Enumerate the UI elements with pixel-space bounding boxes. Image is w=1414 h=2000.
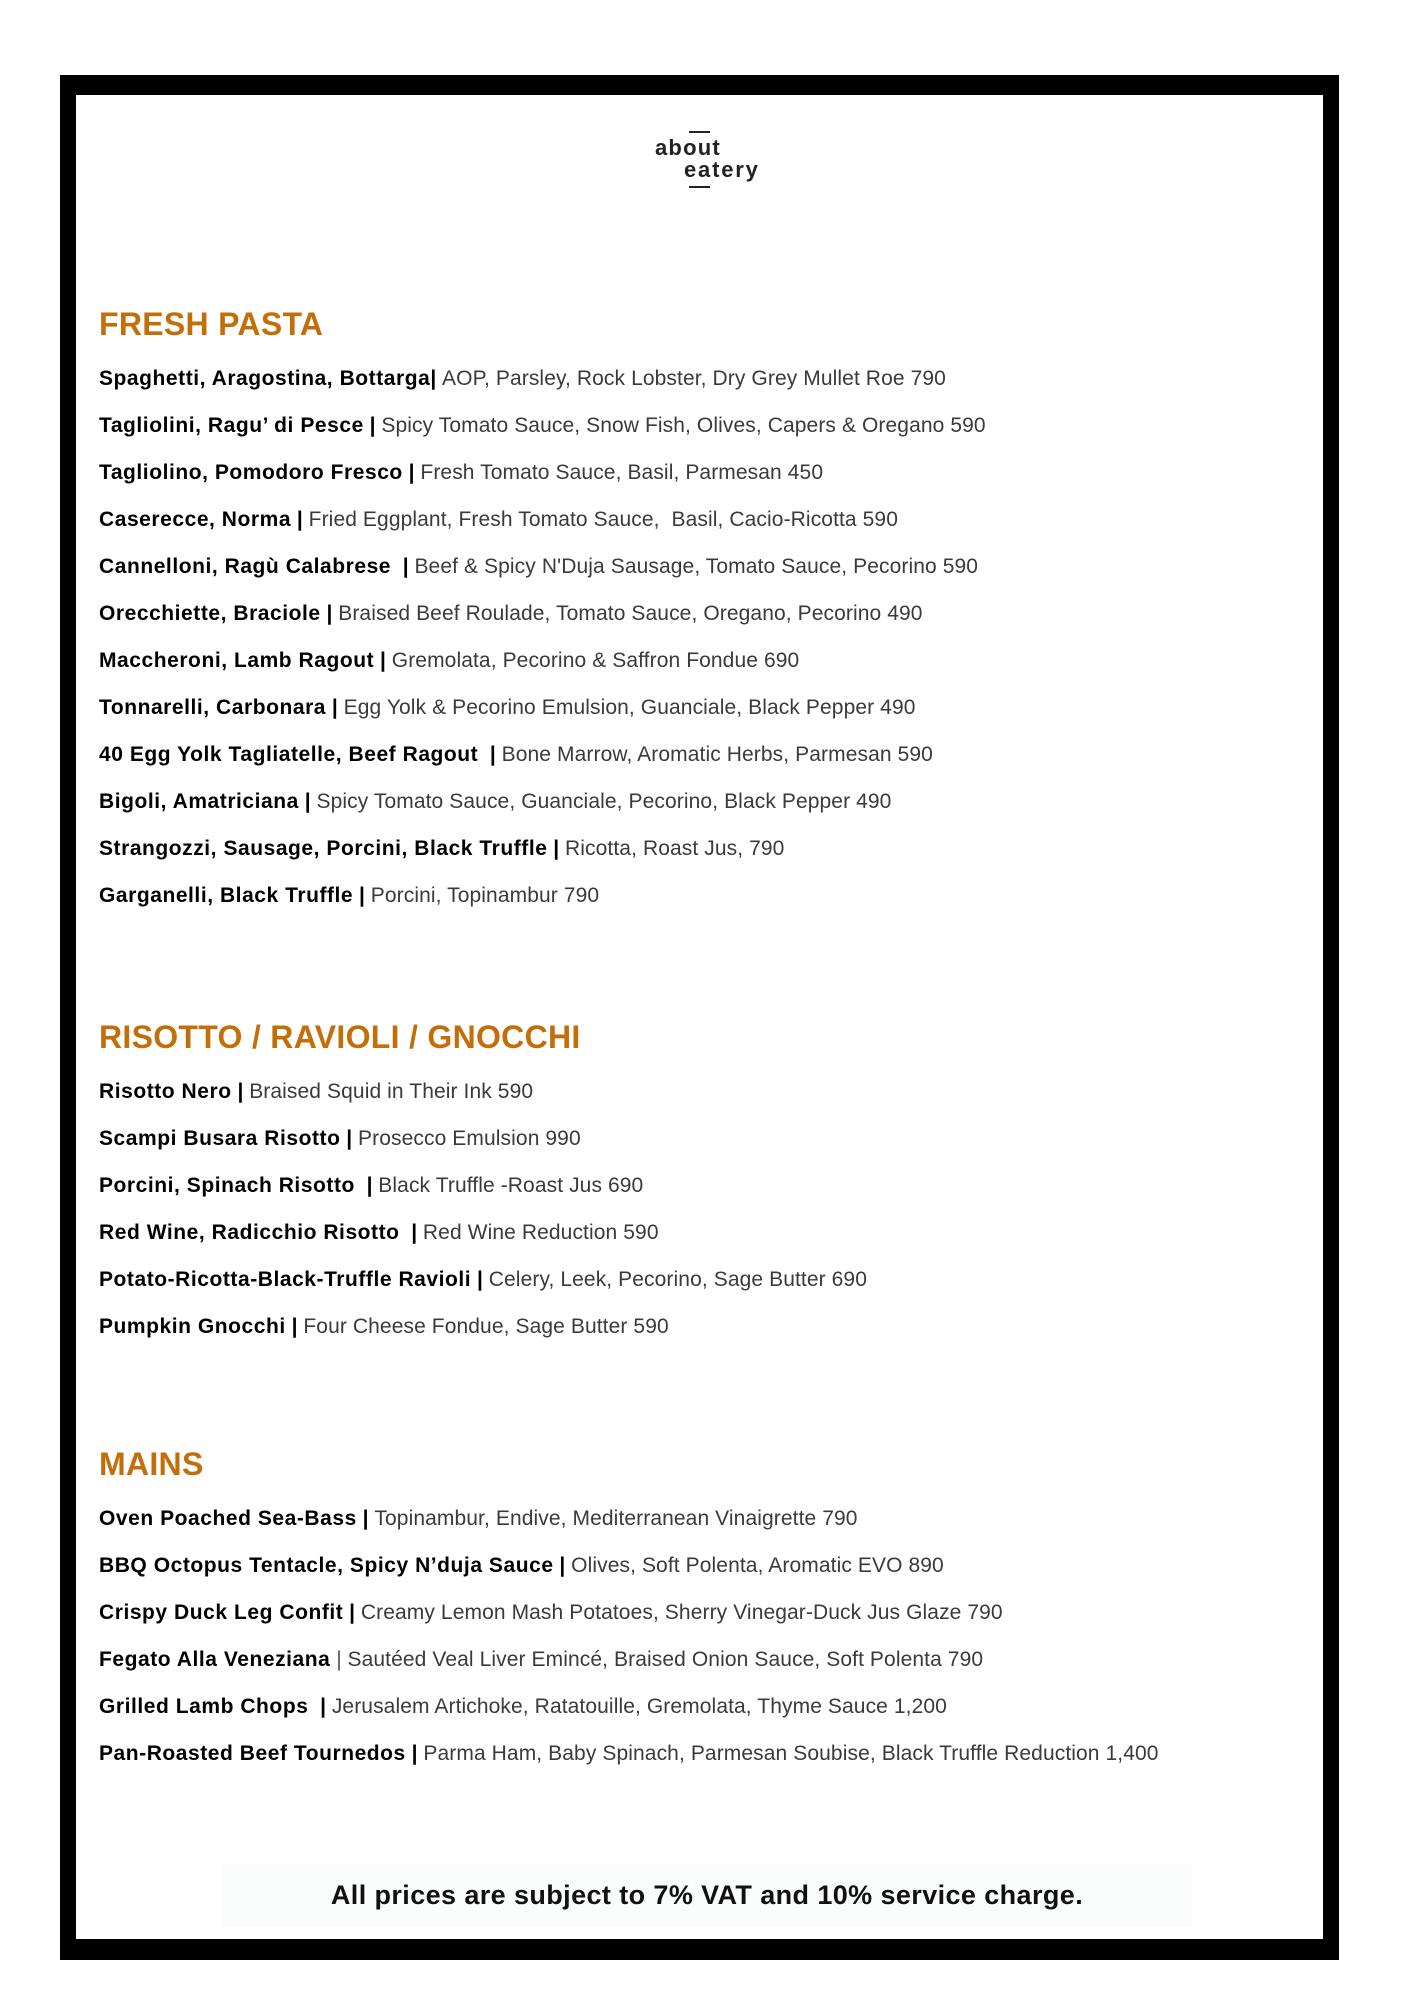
- menu-item-name: Potato-Ricotta-Black-Truffle Ravioli: [99, 1268, 472, 1291]
- section-risotto-ravioli-gnocchi: [99, 1017, 1299, 1350]
- menu-item-name: Cannelloni, Ragù Calabrese: [99, 555, 392, 578]
- price-disclaimer: All prices are subject to 7% VAT and 10% service charge.: [222, 1864, 1192, 1927]
- menu-item-description: Beef & Spicy N'Duja Sausage, Tomato Sauce, Pecorino 590: [414, 555, 979, 578]
- menu-item-name: Oven Poached Sea-Bass: [99, 1507, 357, 1530]
- menu-item-description: Porcini, Topinambur 790: [370, 884, 600, 907]
- menu-item-name: Caserecce, Norma: [99, 508, 292, 531]
- menu-item: [99, 872, 1299, 919]
- menu-item: [99, 778, 1299, 825]
- menu-item-separator: |: [430, 367, 437, 390]
- logo-text-eatery: eatery: [684, 157, 760, 182]
- section-heading: FRESH PASTA: [99, 306, 324, 342]
- section-fresh-pasta: [99, 304, 1299, 919]
- menu-item: [99, 1303, 1299, 1350]
- menu-item: [99, 543, 1299, 590]
- menu-item-description: Prosecco Emulsion 990: [358, 1127, 581, 1150]
- section-mains: [99, 1444, 1299, 1777]
- menu-item-separator: |: [559, 1554, 566, 1577]
- menu-item-name: Garganelli, Black Truffle: [99, 884, 354, 907]
- menu-item-description: Braised Squid in Their Ink 590: [249, 1080, 534, 1103]
- menu-item-name: Scampi Busara Risotto: [99, 1127, 341, 1150]
- menu-item: [99, 590, 1299, 637]
- menu-item: [99, 1162, 1299, 1209]
- menu-item-name: Crispy Duck Leg Confit: [99, 1601, 344, 1624]
- menu-item-separator: |: [331, 696, 338, 719]
- menu-item: [99, 449, 1299, 496]
- menu-item-separator: |: [477, 1268, 483, 1291]
- menu-item-description: Egg Yolk & Pecorino Emulsion, Guanciale, Black Pepper 490: [343, 696, 916, 719]
- menu-item: [99, 402, 1299, 449]
- menu-item-separator: |: [362, 1507, 369, 1530]
- menu-item-name: Fegato Alla Veneziana: [99, 1648, 331, 1671]
- menu-item-list: [99, 1495, 1299, 1777]
- logo-text-about: about: [655, 135, 721, 160]
- menu-item-description: Fried Eggplant, Fresh Tomato Sauce, Basil, Cacio-Ricotta 590: [308, 508, 898, 531]
- menu-item-name: Spaghetti, Aragostina, Bottarga: [99, 367, 431, 390]
- menu-item: [99, 1115, 1299, 1162]
- menu-item-separator: |: [369, 414, 376, 437]
- menu-item-description: Celery, Leek, Pecorino, Sage Butter 690: [488, 1268, 867, 1291]
- menu-item: [99, 355, 1299, 402]
- menu-item-description: Braised Beef Roulade, Tomato Sauce, Oregano, Pecorino 490: [338, 602, 923, 625]
- menu-item: [99, 1495, 1299, 1542]
- menu-item-list: [99, 355, 1299, 919]
- menu-item: [99, 1589, 1299, 1636]
- menu-item: [99, 731, 1299, 778]
- menu-item-separator: |: [320, 1695, 326, 1718]
- menu-item: [99, 637, 1299, 684]
- menu-item-separator: |: [349, 1601, 356, 1624]
- menu-item: [99, 1068, 1299, 1115]
- menu-item-separator: |: [359, 884, 365, 907]
- menu-item: [99, 1636, 1299, 1683]
- menu-item: [99, 684, 1299, 731]
- menu-item-separator: |: [291, 1315, 298, 1338]
- menu-item-separator: |: [296, 508, 303, 531]
- menu-item-description: Topinambur, Endive, Mediterranean Vinaigrette 790: [374, 1507, 858, 1530]
- menu-item-description: Four Cheese Fondue, Sage Butter 590: [303, 1315, 669, 1338]
- menu-item-separator: |: [411, 1742, 418, 1765]
- menu-item-description: Parma Ham, Baby Spinach, Parmesan Soubise, Black Truffle Reduction 1,400: [423, 1742, 1159, 1765]
- menu-item-separator: |: [366, 1174, 373, 1197]
- menu-item-description: Jerusalem Artichoke, Ratatouille, Gremolata, Thyme Sauce 1,200: [331, 1695, 947, 1718]
- menu-item-name: Strangozzi, Sausage, Porcini, Black Truffle: [99, 837, 548, 860]
- menu-item-description: Spicy Tomato Sauce, Snow Fish, Olives, Capers & Oregano 590: [381, 414, 986, 437]
- menu-item-name: Bigoli, Amatriciana: [99, 790, 299, 813]
- menu-item-name: Risotto Nero: [99, 1080, 232, 1103]
- menu-item-separator: |: [237, 1080, 244, 1103]
- menu-item: [99, 1209, 1299, 1256]
- menu-item-description: Red Wine Reduction 590: [422, 1221, 659, 1244]
- menu-item: [99, 825, 1299, 872]
- menu-item-description: Olives, Soft Polenta, Aromatic EVO 890: [571, 1554, 944, 1577]
- menu-item-name: Pan-Roasted Beef Tournedos: [99, 1742, 406, 1765]
- menu-item-description: Gremolata, Pecorino & Saffron Fondue 690: [391, 649, 800, 672]
- menu-item-name: Tonnarelli, Carbonara: [99, 696, 327, 719]
- menu-item-separator: |: [489, 743, 496, 766]
- menu-item-separator: |: [346, 1127, 353, 1150]
- menu-item: [99, 1542, 1299, 1589]
- menu-item-name: Pumpkin Gnocchi: [99, 1315, 286, 1338]
- menu-item-separator: |: [326, 602, 333, 625]
- menu-item-separator: |: [411, 1221, 418, 1244]
- menu-item-name: 40 Egg Yolk Tagliatelle, Beef Ragout: [99, 743, 479, 766]
- menu-item-description: Black Truffle -Roast Jus 690: [378, 1174, 644, 1197]
- menu-item-name: Porcini, Spinach Risotto: [99, 1174, 355, 1197]
- menu-item-description: Fresh Tomato Sauce, Basil, Parmesan 450: [420, 461, 824, 484]
- menu-item: [99, 496, 1299, 543]
- menu-item-separator: |: [380, 649, 386, 672]
- menu-item-name: BBQ Octopus Tentacle, Spicy N’duja Sauce: [99, 1554, 554, 1577]
- menu-item-separator: |: [402, 555, 409, 578]
- menu-item-description: AOP, Parsley, Rock Lobster, Dry Grey Mullet Roe 790: [442, 367, 946, 390]
- menu-item-description: Ricotta, Roast Jus, 790: [565, 837, 785, 860]
- section-heading: MAINS: [99, 1446, 204, 1482]
- menu-item-description: Spicy Tomato Sauce, Guanciale, Pecorino, Black Pepper 490: [316, 790, 892, 813]
- menu-item-name: Maccheroni, Lamb Ragout: [99, 649, 375, 672]
- menu-item-description: Creamy Lemon Mash Potatoes, Sherry Vinegar-Duck Jus Glaze 790: [360, 1601, 1003, 1624]
- menu-item: [99, 1683, 1299, 1730]
- menu-item-separator: |: [304, 790, 311, 813]
- menu-item-list: [99, 1068, 1299, 1350]
- menu-item-separator: |: [408, 461, 415, 484]
- section-heading: RISOTTO / RAVIOLI / GNOCCHI: [99, 1019, 581, 1055]
- menu-item-description: Sautéed Veal Liver Emincé, Braised Onion Sauce, Soft Polenta 790: [347, 1648, 984, 1671]
- menu-item-separator: |: [553, 837, 560, 860]
- menu-item-name: Tagliolini, Ragu’ di Pesce: [99, 414, 364, 437]
- menu-item-name: Orecchiette, Braciole: [99, 602, 321, 625]
- menu-item-separator: |: [336, 1648, 342, 1671]
- menu-item: [99, 1730, 1299, 1777]
- menu-item-name: Red Wine, Radicchio Risotto: [99, 1221, 400, 1244]
- menu-item-name: Grilled Lamb Chops: [99, 1695, 309, 1718]
- menu-item: [99, 1256, 1299, 1303]
- menu-item-description: Bone Marrow, Aromatic Herbs, Parmesan 590: [501, 743, 933, 766]
- menu-item-name: Tagliolino, Pomodoro Fresco: [99, 461, 403, 484]
